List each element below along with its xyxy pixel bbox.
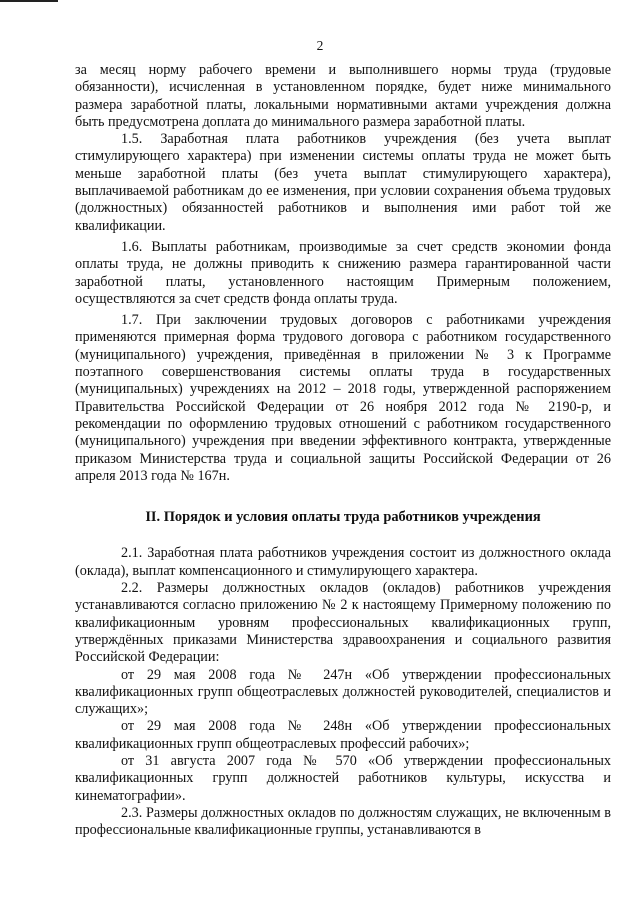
paragraph-1-7: 1.7. При заключении трудовых договоров с работниками учреждения применяются примерная форма трудового договора с работником государственного (муниципального) учреждения, приведённая в приложении № 3 к Программе поэтапного совершенствования системы оплаты труда в государственных (муниципальных) учреждениях на 2012 – 2018 годы, утвержденной распоряжением Правительства Российской Федерации от 26 ноября 2012 года № 2190-р, и рекомендации по оформлению трудовых отношений с работником государственного (муниципального) учреждения при введении эффективного контракта, утвержденные приказом Министерства труда и социальной защиты Российской Федерации от 26 апреля 2013 года № 167н. bbox=[75, 312, 611, 484]
section-heading: II. Порядок и условия оплаты труда работников учреждения bbox=[145, 509, 541, 526]
document-body bbox=[75, 62, 611, 839]
paragraph-1-5: 1.5. Заработная плата работников учреждения (без учета выплат стимулирующего характера) при изменении системы оплаты труда не может быть меньше заработной платы (без учета выплат стимулирующего характера), выплачиваемой работникам до ее изменения, при условии сохранения объема трудовых (должностных) обязанностей работников и выполнения ими работ той же квалификации. bbox=[75, 131, 611, 234]
order-570: от 31 августа 2007 года № 570 «Об утверждении профессиональных квалификационных групп должностей работников культуры, искусства и кинематографии». bbox=[75, 752, 611, 804]
paragraph-continuation: за месяц норму рабочего времени и выполнившего нормы труда (трудовые обязанности), исчисленная в установленном порядке, будет ниже минимального размера заработной платы, локальными нормативными актами учреждения должна быть предусмотрена доплата до минимального размера заработной платы. bbox=[75, 62, 611, 130]
paragraph-2-3: 2.3. Размеры должностных окладов по должностям служащих, не включенным в профессиональные квалификационные группы, устанавливаются в bbox=[75, 804, 611, 839]
paragraph-2-2: 2.2. Размеры должностных окладов (окладов) работников учреждения устанавливаются согласно приложению № 2 к настоящему Примерному положению по квалификационным уровням профессиональных квалификационных групп, утверждённых приказами Министерства здравоохранения и социального развития Российской Федерации: bbox=[75, 580, 611, 666]
top-edge-line bbox=[0, 0, 58, 2]
paragraph-2-1: 2.1. Заработная плата работников учреждения состоит из должностного оклада (оклада), выплат компенсационного и стимулирующего характера. bbox=[75, 545, 611, 579]
order-248n: от 29 мая 2008 года № 248н «Об утверждении профессиональных квалификационных групп общеотраслевых профессий рабочих»; bbox=[75, 718, 611, 752]
paragraph-1-6: 1.6. Выплаты работникам, производимые за счет средств экономии фонда оплаты труда, не должны приводить к снижению размера гарантированной части заработной платы, установленного настоящим Примерным положением, осуществляются за счет средств фонда оплаты труда. bbox=[75, 238, 611, 307]
order-247n: от 29 мая 2008 года № 247н «Об утверждении профессиональных квалификационных групп общеотраслевых должностей руководителей, специалистов и служащих»; bbox=[75, 666, 611, 718]
page-number: 2 bbox=[316, 38, 324, 53]
